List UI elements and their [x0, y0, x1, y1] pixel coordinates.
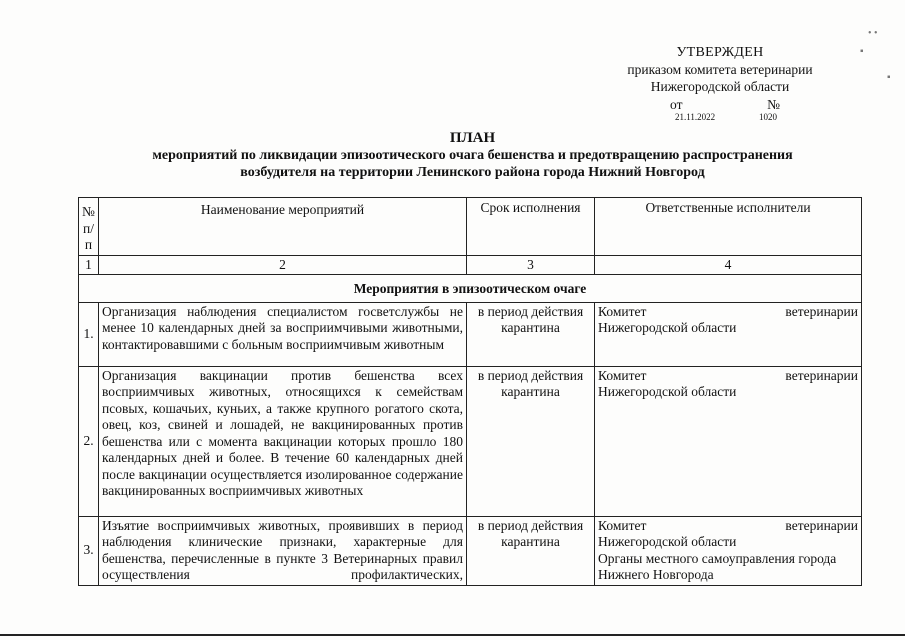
scan-speck: ▪	[887, 72, 891, 83]
responsible-municipal: Органы местного самоуправления города Нижнего Новгорода	[598, 550, 837, 582]
plan-table	[78, 197, 862, 586]
responsible-committee: Комитет	[598, 303, 647, 319]
responsible-region: Нижегородской области	[598, 534, 737, 549]
plan-heading	[120, 130, 825, 181]
approval-title: УТВЕРЖДЕН	[676, 45, 764, 60]
row-deadline: в период действия карантина	[467, 366, 595, 516]
index-cell: 2	[99, 255, 467, 275]
responsible-region: Нижегородской области	[598, 384, 737, 399]
approval-number: 1020	[759, 112, 777, 122]
index-cell: 3	[467, 255, 595, 275]
plan-subtitle-2: возбудителя на территории Ленинского района города Нижний Новгород	[240, 165, 705, 180]
table-row	[79, 516, 862, 585]
plan-subtitle-1: мероприятий по ликвидации эпизоотического очага бешенства и предотвращению распространения	[152, 148, 793, 163]
approval-line-1: приказом комитета ветеринарии	[627, 62, 813, 77]
from-label: от	[670, 97, 683, 112]
scan-speck: ▪	[860, 46, 864, 57]
table-index-row	[79, 255, 862, 275]
row-responsible	[595, 366, 862, 516]
plan-title: ПЛАН	[449, 130, 496, 146]
row-number: 3.	[79, 516, 99, 585]
approval-date: 21.11.2022	[675, 112, 716, 122]
header-responsible: Ответственные исполнители	[595, 198, 862, 256]
header-deadline: Срок исполнения	[467, 198, 595, 256]
row-number: 1.	[79, 302, 99, 366]
section-row	[79, 275, 862, 303]
approval-date-number	[590, 113, 850, 122]
row-responsible	[595, 516, 862, 585]
responsible-region: Нижегородской области	[598, 320, 737, 335]
row-number: 2.	[79, 366, 99, 516]
responsible-committee: Комитет	[598, 517, 647, 533]
table-header-row	[79, 198, 862, 256]
row-name: Изъятие восприимчивых животных, проявивших в период наблюдения клинические признаки, характерные для бешенства, перечисленные в пункте 3 Ветеринарных правил осуществления профилактических,	[99, 516, 467, 585]
header-name: Наименование мероприятий	[99, 198, 467, 256]
approval-line-2: Нижегородской области	[650, 79, 790, 94]
row-name: Организация наблюдения специалистом госветслужбы не менее 10 календарных дней за восприимчивыми животными, контактировавшими с больным восприимчивым животным	[99, 302, 467, 366]
responsible-vet: ветеринарии	[785, 367, 858, 383]
number-label: №	[767, 97, 780, 112]
index-cell: 4	[595, 255, 862, 275]
table-row	[79, 366, 862, 516]
responsible-committee: Комитет	[598, 367, 647, 383]
responsible-vet: ветеринарии	[785, 517, 858, 533]
table-row	[79, 302, 862, 366]
scan-speck: • •	[868, 28, 878, 39]
header-num: № п/п	[79, 198, 99, 256]
responsible-vet: ветеринарии	[785, 303, 858, 319]
row-responsible	[595, 302, 862, 366]
approval-from-number	[590, 96, 850, 113]
approval-block	[590, 44, 850, 122]
row-deadline: в период действия карантина	[467, 516, 595, 585]
scan-edge	[0, 634, 905, 636]
section-title: Мероприятия в эпизоотическом очаге	[79, 275, 862, 303]
index-cell: 1	[79, 255, 99, 275]
row-name: Организация вакцинации против бешенства всех восприимчивых животных, относящихся к семействам псовых, кошачьих, куньих, а также крупного рогатого скота, овец, коз, свиней и лошадей, не вакцинированных против бешенства или с момента вакцинации которых прошло 180 календарных дней и более. В течение 60 календарных дней после вакцинации осуществляется изолированное содержание вакцинированных восприимчивых животных	[99, 366, 467, 516]
row-deadline: в период действия карантина	[467, 302, 595, 366]
